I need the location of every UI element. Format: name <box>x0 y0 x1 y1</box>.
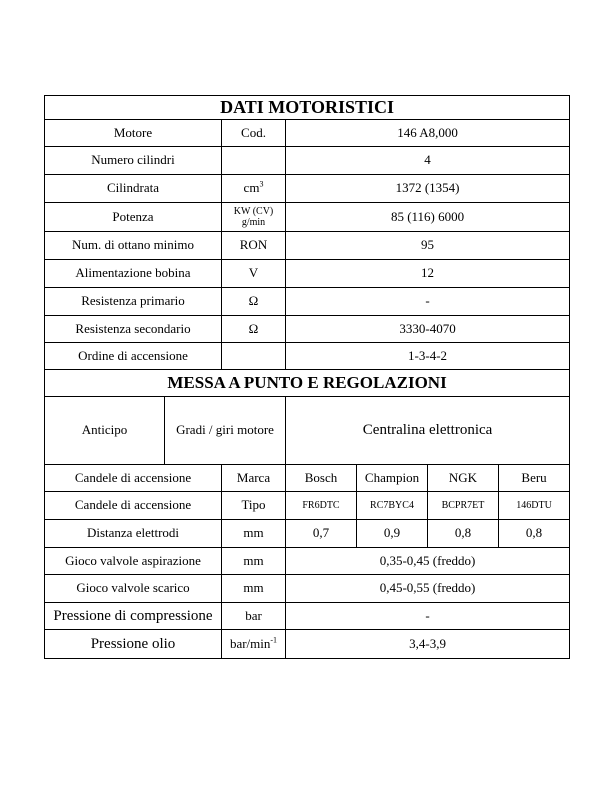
table-row <box>45 520 570 548</box>
row-label: Distanza elettrodi <box>45 520 222 548</box>
row-unit <box>222 343 286 370</box>
row-unit <box>222 147 286 175</box>
table-row <box>45 232 570 260</box>
row-label: Num. di ottano minimo <box>45 232 222 260</box>
gap-cell: 0,8 <box>428 520 499 548</box>
row-unit <box>222 175 286 203</box>
row-label: Numero cilindri <box>45 147 222 175</box>
row-unit: RON <box>222 232 286 260</box>
table-row <box>45 288 570 316</box>
table-row <box>45 630 570 659</box>
brand-cell: NGK <box>428 465 499 492</box>
row-value: 0,45-0,55 (freddo) <box>286 575 570 603</box>
row-label: Resistenza secondario <box>45 316 222 343</box>
table-row <box>45 465 570 492</box>
row-unit: bar <box>222 603 286 630</box>
row-unit: mm <box>222 520 286 548</box>
unit-base: bar/min <box>229 635 271 651</box>
row-label: Pressione olio <box>45 630 222 659</box>
row-value: 1372 (1354) <box>286 175 570 203</box>
unit-line-2: g/min <box>241 217 266 228</box>
row-label: Candele di accensione <box>45 465 222 492</box>
table-row <box>45 575 570 603</box>
row-label: Gioco valvole scarico <box>45 575 222 603</box>
row-value: - <box>286 288 570 316</box>
row-unit: Marca <box>222 465 286 492</box>
row-unit <box>222 203 286 232</box>
row-unit: mm <box>222 575 286 603</box>
row-value: 85 (116) 6000 <box>286 203 570 232</box>
row-value: 95 <box>286 232 570 260</box>
row-label: Potenza <box>45 203 222 232</box>
section-title-dati-motoristici: DATI MOTORISTICI <box>45 96 570 120</box>
row-label: Candele di accensione <box>45 492 222 520</box>
type-cell: 146DTU <box>499 492 570 520</box>
unit-line-1: KW (CV) <box>233 206 274 217</box>
row-label: Motore <box>45 120 222 147</box>
gap-cell: 0,9 <box>357 520 428 548</box>
row-value: 4 <box>286 147 570 175</box>
table-row <box>45 397 570 465</box>
row-label: Gioco valvole aspirazione <box>45 548 222 575</box>
row-unit <box>222 630 286 659</box>
row-value: 146 A8,000 <box>286 120 570 147</box>
gap-cell: 0,7 <box>286 520 357 548</box>
row-unit: mm <box>222 548 286 575</box>
table-row <box>45 603 570 630</box>
gap-cell: 0,8 <box>499 520 570 548</box>
engine-data-table <box>44 95 570 659</box>
row-value: 12 <box>286 260 570 288</box>
row-unit: Ω <box>222 288 286 316</box>
unit-superscript: 3 <box>259 180 264 190</box>
row-unit: Tipo <box>222 492 286 520</box>
table-row <box>45 147 570 175</box>
brand-cell: Champion <box>357 465 428 492</box>
row-label: Ordine di accensione <box>45 343 222 370</box>
row-label: Pressione di compressione <box>45 603 222 630</box>
row-label: Cilindrata <box>45 175 222 203</box>
row-value: 3,4-3,9 <box>286 630 570 659</box>
engine-data-sheet <box>44 95 569 659</box>
table-row <box>45 316 570 343</box>
row-unit: V <box>222 260 286 288</box>
row-label: Alimentazione bobina <box>45 260 222 288</box>
row-value: - <box>286 603 570 630</box>
anticipo-value: Centralina elettronica <box>286 397 570 465</box>
table-row <box>45 175 570 203</box>
table-row <box>45 120 570 147</box>
table-row <box>45 260 570 288</box>
table-row <box>45 343 570 370</box>
type-cell: FR6DTC <box>286 492 357 520</box>
unit-base: cm <box>243 180 260 196</box>
anticipo-unit: Gradi / giri motore <box>165 397 286 465</box>
table-row <box>45 492 570 520</box>
anticipo-label: Anticipo <box>45 397 165 465</box>
row-unit: Cod. <box>222 120 286 147</box>
row-value: 0,35-0,45 (freddo) <box>286 548 570 575</box>
table-row <box>45 548 570 575</box>
type-cell: RC7BYC4 <box>357 492 428 520</box>
unit-superscript: -1 <box>270 635 278 645</box>
brand-cell: Bosch <box>286 465 357 492</box>
row-label: Resistenza primario <box>45 288 222 316</box>
row-unit: Ω <box>222 316 286 343</box>
row-value: 1-3-4-2 <box>286 343 570 370</box>
brand-cell: Beru <box>499 465 570 492</box>
row-value: 3330-4070 <box>286 316 570 343</box>
type-cell: BCPR7ET <box>428 492 499 520</box>
section-title-messa-a-punto: MESSA A PUNTO E REGOLAZIONI <box>45 370 570 397</box>
table-row <box>45 203 570 232</box>
